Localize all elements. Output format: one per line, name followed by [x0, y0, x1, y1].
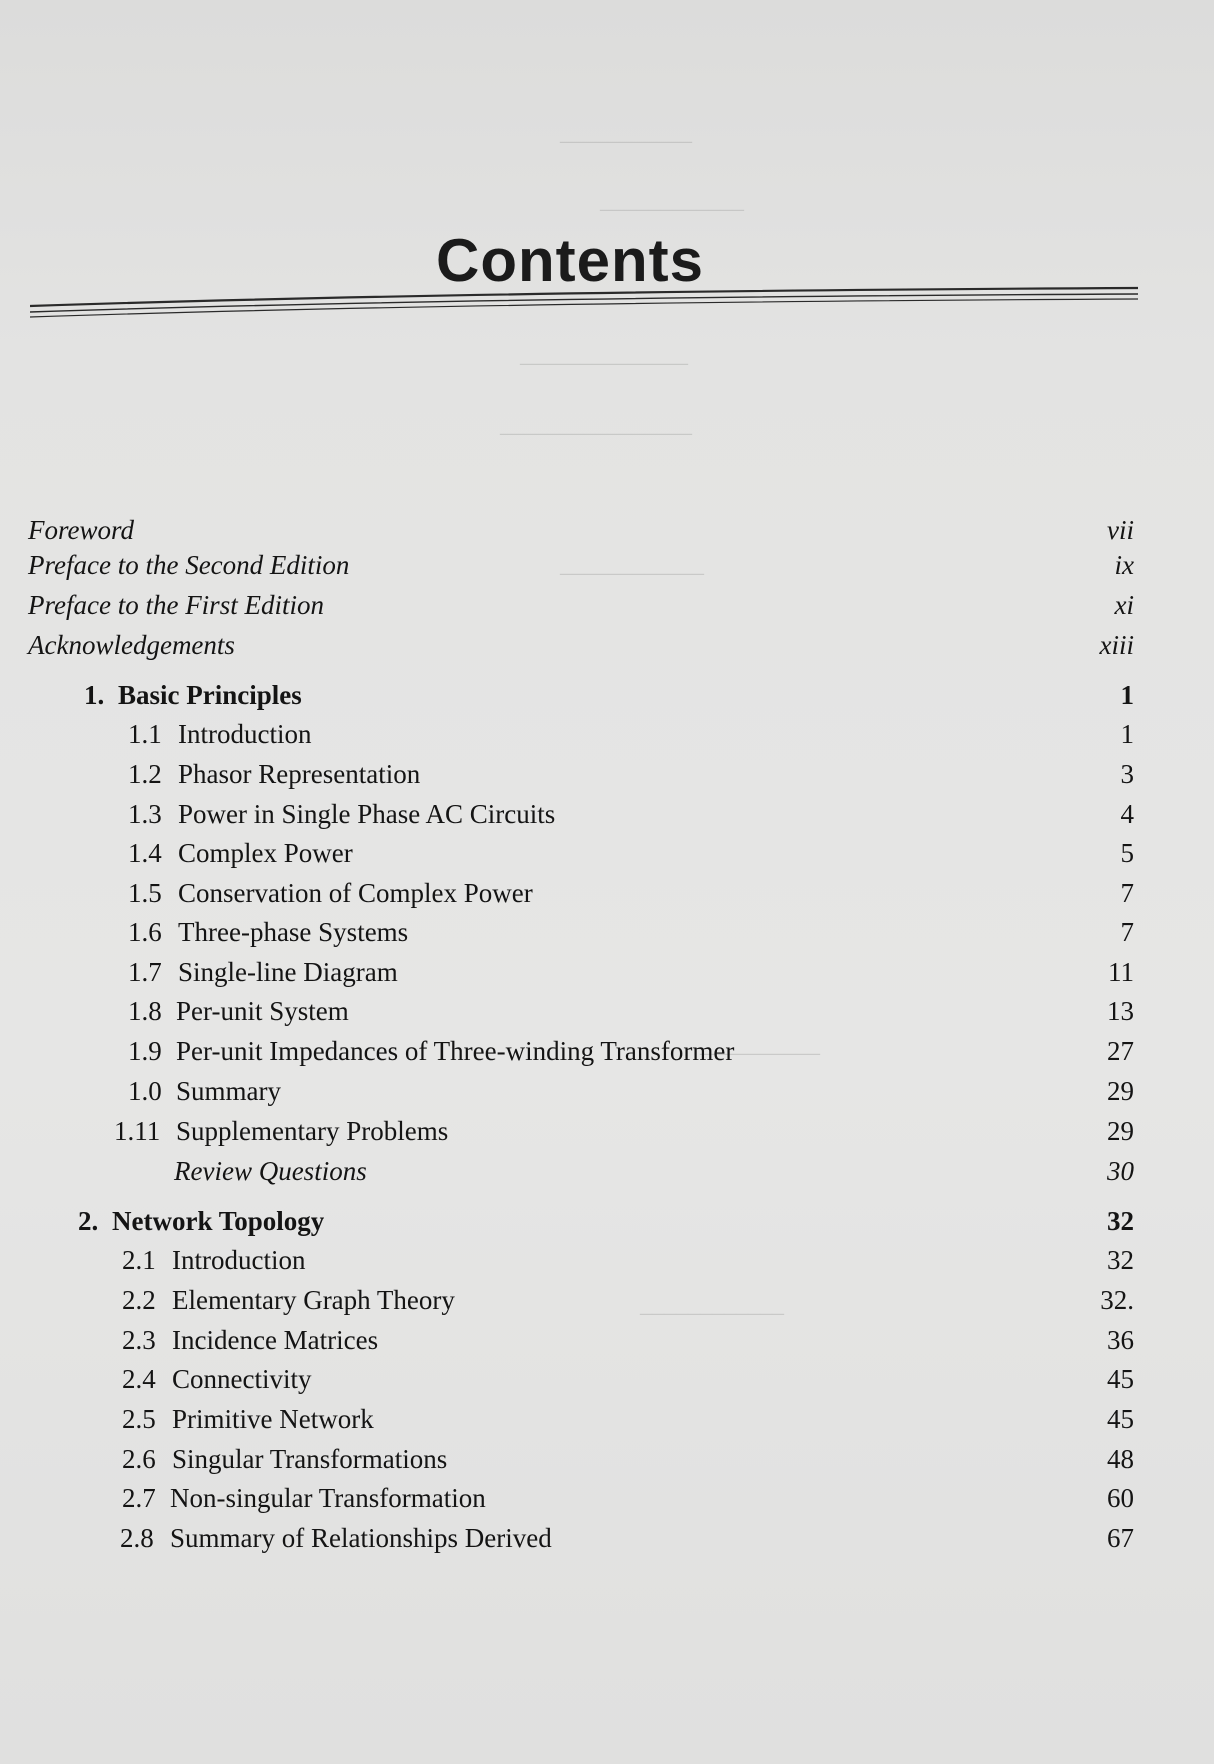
section-number: 2.3 — [122, 1325, 156, 1355]
bleed-through-texture: ––––––––––– –––––––––––– –––––––––––––– –––––––––––––––– –––––––––––– –––––––––– –––––––––––– — [500, 128, 820, 1326]
toc-entry-preface-first[interactable] — [0, 587, 1214, 623]
section-page: 5 — [1120, 838, 1134, 868]
toc-section[interactable] — [0, 835, 1214, 871]
section-title: Non-singular Transformation — [170, 1483, 486, 1513]
toc-section-review-questions[interactable] — [0, 1153, 1214, 1189]
toc-section[interactable] — [0, 756, 1214, 792]
section-number: 2.1 — [122, 1245, 156, 1275]
section-page: 3 — [1120, 759, 1134, 789]
toc-entry-label: Preface to the First Edition — [28, 590, 324, 620]
section-title: Introduction — [178, 719, 312, 749]
section-number: 2.7 — [122, 1483, 156, 1513]
section-page: 48 — [1107, 1444, 1134, 1474]
section-number: 2.5 — [122, 1404, 156, 1434]
section-title: Per-unit System — [176, 996, 349, 1026]
toc-section[interactable] — [0, 1282, 1214, 1318]
section-number: 2.6 — [122, 1444, 156, 1474]
section-number: 1.4 — [128, 838, 162, 868]
section-page: 45 — [1107, 1404, 1134, 1434]
section-number: 1.8 — [128, 996, 162, 1026]
toc-section[interactable] — [0, 914, 1214, 950]
toc-section[interactable] — [0, 1480, 1214, 1516]
section-number: 1.3 — [128, 799, 162, 829]
section-number: 1.0 — [128, 1076, 162, 1106]
section-page: 67 — [1107, 1523, 1134, 1553]
toc-chapter-2[interactable] — [0, 1203, 1214, 1239]
toc-entry-page: ix — [1114, 550, 1134, 580]
section-title: Introduction — [172, 1245, 306, 1275]
toc-entry-preface-second[interactable] — [0, 547, 1214, 583]
toc-entry-page: xi — [1114, 590, 1134, 620]
toc-section[interactable] — [0, 1361, 1214, 1397]
chapter-number: 2. — [78, 1206, 99, 1236]
section-number: 2.2 — [122, 1285, 156, 1315]
toc-chapter-1[interactable] — [0, 677, 1214, 713]
section-title: Connectivity — [172, 1364, 312, 1394]
section-page: 60 — [1107, 1483, 1134, 1513]
page-title: Contents — [436, 227, 704, 294]
toc-section[interactable] — [0, 1073, 1214, 1109]
section-title: Phasor Representation — [178, 759, 421, 789]
toc-section[interactable] — [0, 954, 1214, 990]
toc-entry-label: Foreword — [28, 515, 134, 545]
toc-section[interactable] — [0, 1033, 1214, 1069]
toc-section[interactable] — [0, 796, 1214, 832]
section-page: 36 — [1107, 1325, 1134, 1355]
section-title: Summary — [176, 1076, 281, 1106]
toc-entry-label: Acknowledgements — [28, 630, 235, 660]
toc-section[interactable] — [0, 1520, 1214, 1556]
section-page: 13 — [1107, 996, 1134, 1026]
section-title: Single-line Diagram — [178, 957, 398, 987]
section-title: Per-unit Impedances of Three-winding Transformer — [176, 1036, 735, 1066]
section-number: 1.7 — [128, 957, 162, 987]
section-page: 4 — [1120, 799, 1134, 829]
section-page: 45 — [1107, 1364, 1134, 1394]
chapter-title: Network Topology — [112, 1206, 325, 1236]
section-title: Supplementary Problems — [176, 1116, 449, 1146]
section-number: 2.8 — [120, 1523, 154, 1553]
toc-section[interactable] — [0, 1401, 1214, 1437]
section-page: 11 — [1108, 957, 1134, 987]
toc-section[interactable] — [0, 1441, 1214, 1477]
toc-section[interactable] — [0, 1113, 1214, 1149]
section-title: Review Questions — [174, 1156, 367, 1186]
section-page: 7 — [1120, 917, 1134, 947]
section-number: 1.11 — [114, 1116, 161, 1146]
toc-entry-label: Preface to the Second Edition — [28, 550, 350, 580]
section-page: 29 — [1107, 1076, 1134, 1106]
section-page: 32. — [1100, 1285, 1134, 1315]
section-title: Primitive Network — [172, 1404, 374, 1434]
section-page: 30 — [1107, 1156, 1134, 1186]
toc-entry-acknowledgements[interactable] — [0, 627, 1214, 663]
section-title: Incidence Matrices — [172, 1325, 379, 1355]
section-number: 2.4 — [122, 1364, 156, 1394]
section-page: 27 — [1107, 1036, 1134, 1066]
section-page: 29 — [1107, 1116, 1134, 1146]
section-number: 1.1 — [128, 719, 162, 749]
section-page: 32 — [1107, 1245, 1134, 1275]
toc-section[interactable] — [0, 1242, 1214, 1278]
title-rule — [30, 286, 1138, 326]
section-title: Singular Transformations — [172, 1444, 448, 1474]
section-number: 1.5 — [128, 878, 162, 908]
toc-entry-page: vii — [1107, 515, 1134, 545]
section-title: Elementary Graph Theory — [172, 1285, 455, 1315]
section-page: 1 — [1120, 719, 1134, 749]
section-title: Summary of Relationships Derived — [170, 1523, 552, 1553]
section-number: 1.9 — [128, 1036, 162, 1066]
toc-section[interactable] — [0, 1322, 1214, 1358]
section-title: Conservation of Complex Power — [178, 878, 533, 908]
toc-entry-foreword[interactable] — [0, 512, 1214, 548]
toc-section[interactable] — [0, 716, 1214, 752]
section-number: 1.6 — [128, 917, 162, 947]
section-title: Three-phase Systems — [178, 917, 409, 947]
toc-section[interactable] — [0, 993, 1214, 1029]
section-number: 1.2 — [128, 759, 162, 789]
section-title: Complex Power — [178, 838, 353, 868]
chapter-page: 32 — [1107, 1206, 1134, 1236]
chapter-page: 1 — [1120, 680, 1134, 710]
toc-section[interactable] — [0, 875, 1214, 911]
toc-entry-page: xiii — [1099, 630, 1134, 660]
chapter-number: 1. — [84, 680, 105, 710]
chapter-title: Basic Principles — [118, 680, 302, 710]
section-title: Power in Single Phase AC Circuits — [178, 799, 556, 829]
section-page: 7 — [1120, 878, 1134, 908]
